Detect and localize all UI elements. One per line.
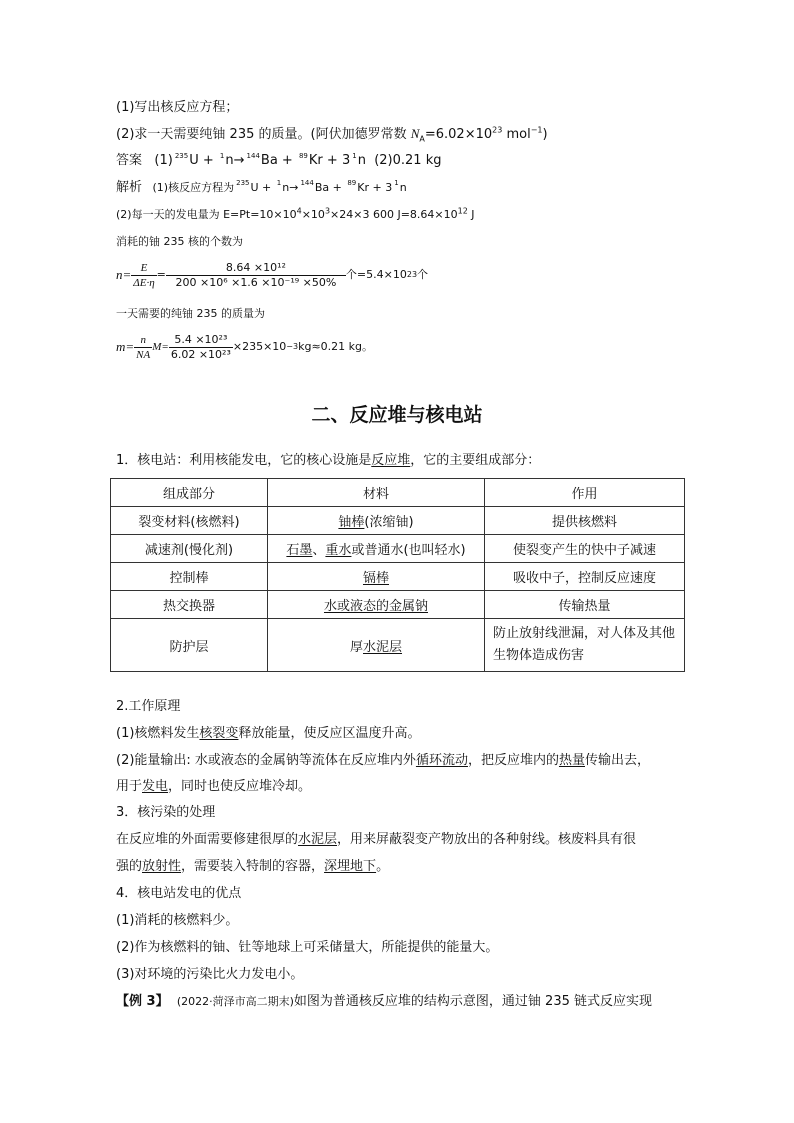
- section-1-intro: 1．核电站：利用核能发电，它的核心设施是反应堆，它的主要组成部分：: [116, 453, 541, 468]
- section-3-p1-cont: 强的放射性，需要装入特制的容器，深埋地下。: [116, 859, 390, 874]
- section-4-p2: (2)作为核燃料的铀、钍等地球上可采储量大，所能提供的能量大。: [116, 940, 499, 955]
- table-row: 裂变材料(核燃料) 铀棒(浓缩铀) 提供核燃料: [111, 507, 685, 535]
- table-row: 减速剂(慢化剂) 石墨、重水或普通水(也叫轻水) 使裂变产生的快中子减速: [111, 535, 685, 563]
- question-2: (2)求一天需要纯铀 235 的质量。(阿伏加德罗常数 $N_A=6.02\times 10^{23}$ mol$^{-1}$): [116, 125, 548, 144]
- table-row: 防护层 厚水泥层 防止放射线泄漏，对人体及其他生物体造成伤害: [111, 619, 685, 672]
- section-2-p2-cont: 用于发电，同时也使反应堆冷却。: [116, 779, 312, 794]
- analysis-line-3: 消耗的铀 235 核的个数为: [116, 235, 243, 248]
- analysis-line-5: 一天需要的纯铀 235 的质量为: [116, 307, 265, 320]
- fraction: $\frac{\text{8.64 ×10¹²}}{\text{200 ×10⁶ ×1.6 ×10⁻¹⁹ ×50\%}}$: [166, 261, 346, 290]
- example-3: 【例 3】 (2022·菏泽市高二期末)如图为普通核反应堆的结构示意图，通过铀 235 链式反应实现: [116, 994, 652, 1009]
- section-2-p1: (1)核燃料发生核裂变释放能量，使反应区温度升高。: [116, 726, 421, 741]
- components-table: [110, 478, 685, 672]
- section-3-title: 3．核污染的处理: [116, 805, 216, 820]
- answer-line: 答案 (1) $^{235}$U + $^1$n→ $^{144}$Ba + $^{89}$Kr + 3 $^1$n (2)0.21 kg: [116, 152, 442, 168]
- fraction: $\frac{E}{\Delta E\cdot\eta}$: [133, 261, 155, 289]
- formula-n: n= $\frac{E}{\Delta E\cdot\eta}$ = $\frac{\text{8.64 ×10¹²}}{\text{200 ×10⁶ ×1.6 ×10⁻¹⁹ ×50\%}}$ 个=5.4×10 23 个: [116, 260, 429, 289]
- analysis-line-1: 解析 (1)核反应方程为 $^{235}$U + $^1$n→ $^{144}$Ba + $^{89}$Kr + 3 $^1$n: [116, 179, 407, 195]
- section-4-p1: (1)消耗的核燃料少。: [116, 913, 239, 928]
- analysis-line-2: (2)每一天的发电量为 $E=Pt=10\times 10^4\times 10^3\times 24\times 3$ 600 $J=8.64\times 10^{12}$ J: [116, 206, 475, 221]
- formula-m: m= $\frac{n}{NA}$ M= $\frac{\text{5.4 ×10²³}}{\text{6.02 ×10²³}}$ ×235×10 −3 kg≈0.21 kg。: [116, 332, 374, 361]
- section-4-title: 4．核电站发电的优点: [116, 886, 242, 901]
- arrow-icon: →: [233, 153, 245, 168]
- table-row: 热交换器 水或液态的金属钠 传输热量: [111, 591, 685, 619]
- table-row: 控制棒 镉棒 吸收中子，控制反应速度: [111, 563, 685, 591]
- fraction: $\frac{\text{5.4 ×10²³}}{\text{6.02 ×10²³}}$: [170, 332, 231, 361]
- table-header-row: 组成部分 材料 作用: [111, 479, 685, 507]
- fraction: $\frac{n}{NA}$: [136, 333, 151, 361]
- question-1: (1)写出核反应方程；: [116, 100, 239, 115]
- section-title: 二、反应堆与核电站: [311, 404, 483, 426]
- example-label: 【例 3】: [116, 994, 169, 1009]
- section-2-title: 2.工作原理: [116, 699, 181, 714]
- section-2-p2: (2)能量输出: 水或液态的金属钠等流体在反应堆内外循环流动，把反应堆内的热量传输出去，: [116, 753, 650, 768]
- section-4-p3: (3)对环境的污染比火力发电小。: [116, 967, 304, 982]
- section-3-p1: 在反应堆的外面需要修建很厚的水泥层，用来屏蔽裂变产物放出的各种射线。核废料具有很: [116, 832, 637, 847]
